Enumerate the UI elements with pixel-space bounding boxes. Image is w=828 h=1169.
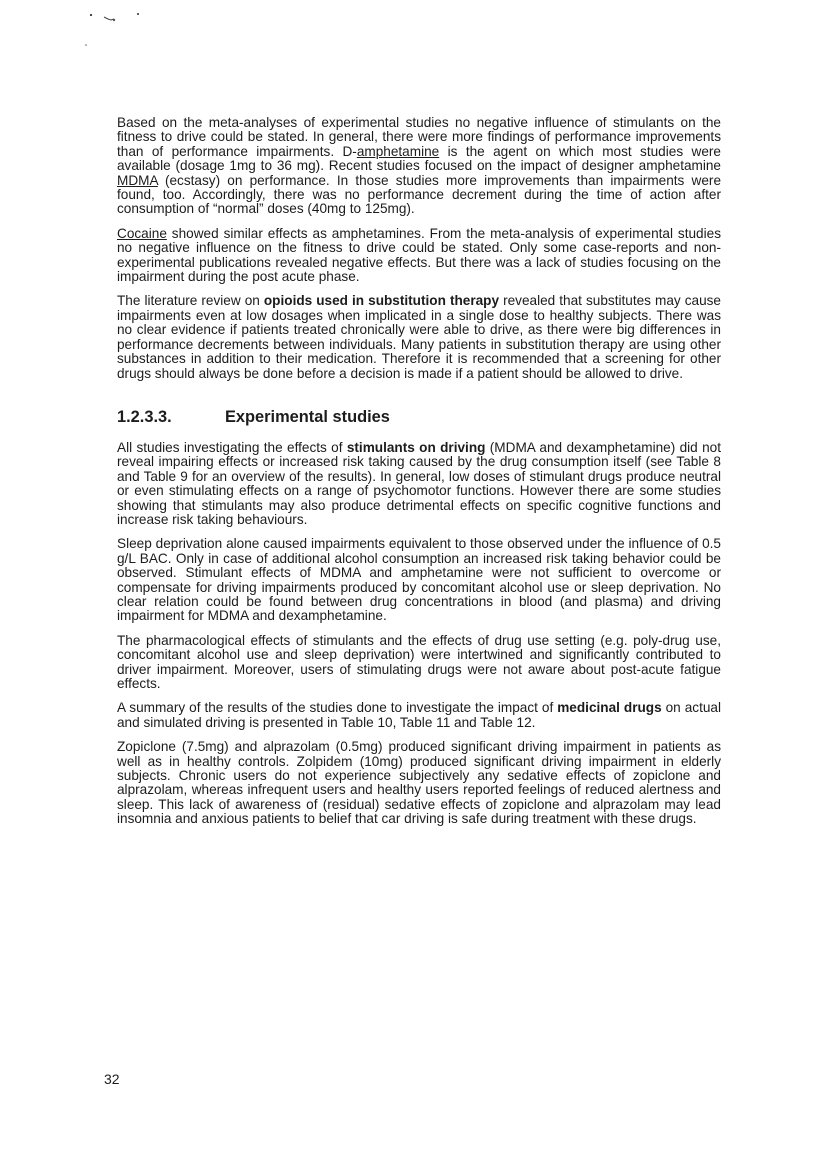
mdma-link: MDMA <box>117 172 158 188</box>
section-title: Experimental studies <box>225 407 390 426</box>
document-body <box>117 116 721 837</box>
cocaine-link: Cocaine <box>117 225 167 241</box>
section-heading <box>117 407 721 427</box>
section-number: 1.2.3.3. <box>117 407 172 426</box>
paragraph-zopiclone: Zopiclone (7.5mg) and alprazolam (0.5mg) produced significant driving impairment in patients as well as in healthy controls. Zolpidem (10mg) produced significant driving impairment in elderly subjects. Chronic users do not experience subjectively any sedative effects of zopiclone and alprazolam, whereas infrequent users and healthy users reported feelings of reduced alertness and sleep. This lack of awareness of (residual) sedative effects of zopiclone and alprazolam may lead insomnia and anxious patients to belief that car driving is safe during treatment with these drugs. <box>117 739 721 827</box>
paragraph-sleep-deprivation: Sleep deprivation alone caused impairments equivalent to those observed under the influence of 0.5 g/L BAC. Only in case of additional alcohol consumption an increased risk taking behavior could be observed. Stimulant effects of MDMA and amphetamine were not sufficient to overcome or compensate for driving impairments produced by concomitant alcohol use or sleep deprivation. No clear relation could be found between drug concentrations in blood (and plasma) and driving impairment for MDMA and dexamphetamine. <box>117 536 721 624</box>
medicinal-drugs-term: medicinal drugs <box>557 700 662 716</box>
page-number: 32 <box>104 1071 120 1087</box>
paragraph-pharmacological-effects: The pharmacological effects of stimulants and the effects of drug use setting (e.g. poly-drug use, concomitant alcohol use and sleep deprivation) were intertwined and significantly contributed to driver impairment. Moreover, users of stimulating drugs were not aware about post-acute fatigue effects. <box>117 632 721 691</box>
paragraph-medicinal-summary: A summary of the results of the studies done to investigate the impact of medicinal drugs on actual and simulated driving is presented in Table 10, Table 11 and Table 12. <box>117 700 721 730</box>
scan-artifact <box>80 8 160 48</box>
paragraph-stimulants-driving: All studies investigating the effects of stimulants on driving (MDMA and dexamphetamine) did not reveal impairing effects or increased risk taking caused by the drug consumption itself (see Table 8 and Table 9 for an overview of the results). In general, low doses of stimulant drugs produce neutral or even stimulating effects on a range of psychomotor functions. However there are some studies showing that stimulants may also produce detrimental effects on specific cognitive functions and increase risk taking behaviours. <box>117 439 721 527</box>
opioids-term: opioids used in substitution therapy <box>263 293 500 309</box>
stimulants-driving-term: stimulants on driving <box>346 439 486 455</box>
amphetamine-link: amphetamine <box>356 143 440 159</box>
paragraph-stimulants: Based on the meta-analyses of experimental studies no negative influence of stimulants on the fitness to drive could be stated. In general, there were more findings of performance improvements than of performance impairments. D-amphetamine is the agent on which most studies were available (dosage 1mg to 36 mg). Recent studies focused on the impact of designer amphetamine MDMA (ecstasy) on performance. In those studies more improvements than impairments were found, too. Accordingly, there was no performance decrement during the time of action after consumption of “normal” doses (40mg to 125mg). <box>117 115 721 217</box>
paragraph-opioids: The literature review on opioids used in substitution therapy revealed that substitutes may cause impairments even at low dosages when implicated in a single dose to healthy subjects. There was no clear evidence if patients treated chronically were able to drive, as there were big differences in performance decrements between individuals. Many patients in substitution therapy are using other substances in addition to their medication. Therefore it is recommended that a screening for other drugs should always be done before a decision is made if a patient should be allowed to drive. <box>117 293 721 381</box>
paragraph-cocaine: Cocaine showed similar effects as amphetamines. From the meta-analysis of experimental studies no negative influence on the fitness to drive could be stated. Only some case-reports and non-experimental publications revealed negative effects. But there was a lack of studies focusing on the impairment during the post acute phase. <box>117 225 721 285</box>
